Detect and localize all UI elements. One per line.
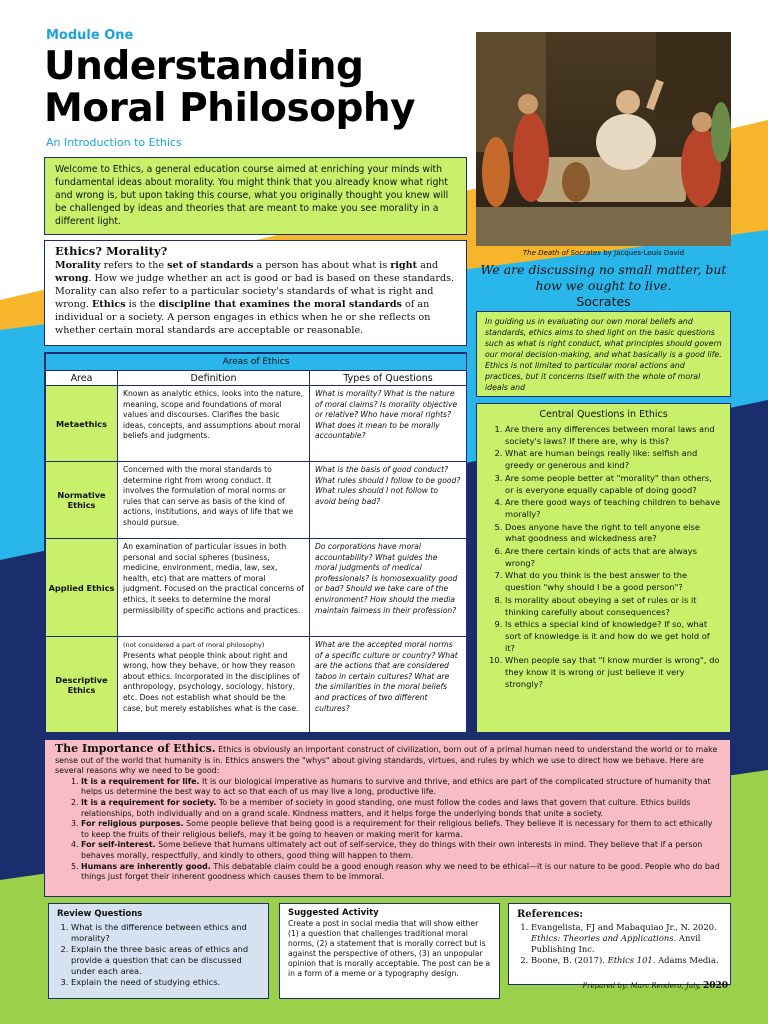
ethics-morality-text: Morality refers to the set of standards a person has about what is right and wrong. How we judge whether an act is good or bad is based on these standards. Morality can also refer to a particular society's standards of what is right and wrong. Ethics is the discipline that examines the moral standards of an individual or a society. A person engages in ethics when he or she reflects on whether certain moral standards are acceptable or reasonable.: [55, 260, 455, 336]
suggested-activity-box: [279, 903, 500, 999]
activity-text: Create a post in social media that will show either (1) a question that challenges traditional moral norms, (2) a statement that is morally correct but is against the perspective of others, (3) an unpopular opinion that is morally acceptable. The post can be a in a form of a meme or a typography design.: [288, 919, 491, 978]
references-box: [508, 903, 731, 985]
quote-author: Socrates: [576, 294, 631, 309]
title-line-1: Understanding: [44, 44, 364, 89]
prepared-by: [548, 981, 728, 991]
table-row: [46, 462, 467, 539]
ethics-morality-box: [44, 240, 467, 346]
review-list: [57, 922, 260, 988]
title-line-2: Moral Philosophy: [44, 86, 416, 131]
list-item: 1. It is a requirement for life. It is our biological imperative as humans to survive and thrive, and ethics are part of the complicated structure of humanity that helps us determine the best way to act so that each of us may live a long, productive life.: [81, 777, 720, 798]
prepared-by-text: Prepared by: Marc Rendero, July,: [582, 982, 703, 990]
list-item: 1. Evangelista, FJ and Mabaquiao Jr., N. 2020. Ethics: Theories and Applications. Anvil Publishing Inc.: [531, 922, 722, 955]
list-item: 3. For religious purposes. Some people believe that being good is a requirement for their religious beliefs. They believe it is necessary for them to act ethically to keep the fruits of their religious beliefs, may it be going to heaven or making merit for karma.: [81, 819, 720, 840]
area-questions: What is morality? What is the nature of moral claims? Is morality objective or relative? Who have moral rights? What does it mean to be morally accountable?: [310, 386, 467, 462]
references-list: [517, 922, 722, 966]
socrates-quote: We are discussing no small matter, but how we ought to live.: [480, 262, 727, 293]
page-title: [44, 46, 415, 130]
area-definition: Known as analytic ethics, looks into the nature, meaning, scope and foundations of moral values and discourses. Clarifies the basic ideas, concepts, and assumptions about moral beliefs and judgments.: [118, 386, 310, 462]
list-item: 5. Does anyone have the right to tell anyone else what goodness and wickedness are?: [505, 522, 722, 545]
death-of-socrates-painting: [476, 32, 731, 246]
area-name: Descriptive Ethics: [46, 637, 118, 733]
importance-intro: The Importance of Ethics. Ethics is obviously an important construct of civilization, born out of a primal human need to understand the world or to make sense out of the world that humanity is in. Ethics answers the "whys" about giving standards, virtues, and rules by which we use to direct how we behave. Here are several reasons why we need to be good:: [55, 742, 718, 776]
area-definition: Concerned with the moral standards to determine right from wrong conduct. It involves the formulation of moral norms or rules that can serve as basis of the kind of actions, institutions, and ways of life that we should pursue.: [118, 462, 310, 539]
descriptive-definition-text: Presents what people think about right and wrong, how they behave, or how they reason about ethics. Incorporated in the disciplines of anthropology, psychology, sociology, history, etc. Does not establish what should be the case, but merely establishes what is the case.: [123, 650, 300, 713]
list-item: 9. Is ethics a special kind of knowledge? If so, what sort of knowledge is it and how do we get hold of it?: [505, 619, 722, 654]
list-item: 7. What do you think is the best answer to the question "why should I be a good person"?: [505, 570, 722, 593]
column-header-area: Area: [46, 371, 118, 386]
area-name: Normative Ethics: [46, 462, 118, 539]
list-item: 1. What is the difference between ethics and morality?: [71, 922, 260, 944]
list-item: 5. Humans are inherently good. This debatable claim could be a good enough reason why we need to be ethical—it is our nature to be good. People who do bad things just forget their inherent goodness which causes them to be immoral.: [81, 862, 720, 883]
areas-of-ethics-table: [44, 352, 467, 733]
column-header-questions: Types of Questions: [310, 371, 467, 386]
central-questions-box: [476, 403, 731, 733]
table-row: [46, 539, 467, 637]
welcome-box: Welcome to Ethics, a general education course aimed at enriching your minds with fundamental ideas about morality. You might think that you already know what right and wrong is, but upon taking this course, what you originally thought you knew will be challenged by ideas and theories that are meant to make you see morality in a different light.: [44, 157, 467, 235]
area-questions: What are the accepted moral norms of a specific culture or country? What are the actions that are considered taboo in certain cultures? What are the similarities in the moral beliefs and practices of two different cultures?: [310, 637, 467, 733]
prepared-year: 2020: [702, 981, 728, 991]
importance-heading: The Importance of Ethics.: [55, 742, 216, 755]
area-questions: What is the basis of good conduct? What rules should I follow to be good? What rules should I not follow to avoid being bad?: [310, 462, 467, 539]
list-item: 2. It is a requirement for society. To be a member of society in good standing, one must follow the codes and laws that govern that culture. Ethics builds relationships, both individually and on a grand scale. Kindness matters, and it helps forge the underlying bonds that unite a society.: [81, 798, 720, 819]
area-name: Applied Ethics: [46, 539, 118, 637]
importance-box: [44, 739, 731, 897]
activity-heading: Suggested Activity: [288, 908, 379, 918]
list-item: 10. When people say that "I know murder is wrong", do they know it is wrong or just believe it very strongly?: [505, 655, 722, 690]
central-questions-list: [485, 424, 722, 690]
list-item: 8. Is morality about obeying a set of rules or is it thinking carefully about consequences?: [505, 595, 722, 618]
review-questions-box: [48, 903, 269, 999]
painting-caption: [476, 249, 731, 257]
descriptive-note: (not considered a part of moral philosophy): [123, 641, 265, 649]
list-item: 3. Are some people better at "morality" than others, or is everyone equally capable of doing good?: [505, 473, 722, 496]
area-definition: An examination of particular issues in both personal and social spheres (business, medicine, environment, media, law, sex, health, etc) that are matters of moral judgment. Focused on the practical concerns of ethics, it seeks to determine the moral permissibility of specific actions and practices.: [118, 539, 310, 637]
painting-caption-title: The Death of Socrates: [522, 249, 601, 257]
table-row: [46, 386, 467, 462]
page-subtitle: An Introduction to Ethics: [46, 136, 182, 149]
central-questions-heading: Central Questions in Ethics: [539, 409, 668, 420]
list-item: 4. Are there good ways of teaching children to behave morally?: [505, 497, 722, 520]
list-item: 2. Boone, B. (2017). Ethics 101. Adams Media.: [531, 955, 722, 966]
area-definition: [118, 637, 310, 733]
table-caption: Areas of Ethics: [46, 354, 467, 371]
list-item: 2. Explain the three basic areas of ethics and provide a question that can be discussed under each area.: [71, 944, 260, 977]
list-item: 1. Are there any differences between moral laws and society's laws? If there are, why is this?: [505, 424, 722, 447]
importance-list: [55, 777, 720, 883]
review-heading: Review Questions: [57, 909, 143, 919]
ethics-guide-box: In guiding us in evaluating our own moral beliefs and standards, ethics aims to shed light on the basic questions such as what is right conduct, what principles should govern our moral decision-making, and what basically is a good life. Ethics is not limited to particular moral actions and practices, but it concerns itself with the whole of moral ideals and: [476, 311, 731, 397]
list-item: 2. What are human beings really like: selfish and greedy or generous and kind?: [505, 448, 722, 471]
list-item: 4. For self-interest. Some believe that humans ultimately act out of self-service, they do things with their own interests in mind. They believe that if a person behaves morally, respectfully, and kindly to others, good thing will happen to them.: [81, 840, 720, 861]
ethics-morality-heading: Ethics? Morality?: [55, 244, 168, 258]
painting-caption-artist: by Jacques-Louis David: [600, 249, 685, 257]
references-heading: References:: [517, 909, 584, 920]
table-row: [46, 637, 467, 733]
area-questions: Do corporations have moral accountability? What guides the moral judgments of medical professionals? Is homosexuality good or bad? Should we take care of the environment? How should the media maintain fairness in their profession?: [310, 539, 467, 637]
list-item: 3. Explain the need of studying ethics.: [71, 977, 260, 988]
list-item: 6. Are there certain kinds of acts that are always wrong?: [505, 546, 722, 569]
module-label: Module One: [46, 28, 134, 43]
area-name: Metaethics: [46, 386, 118, 462]
column-header-definition: Definition: [118, 371, 310, 386]
